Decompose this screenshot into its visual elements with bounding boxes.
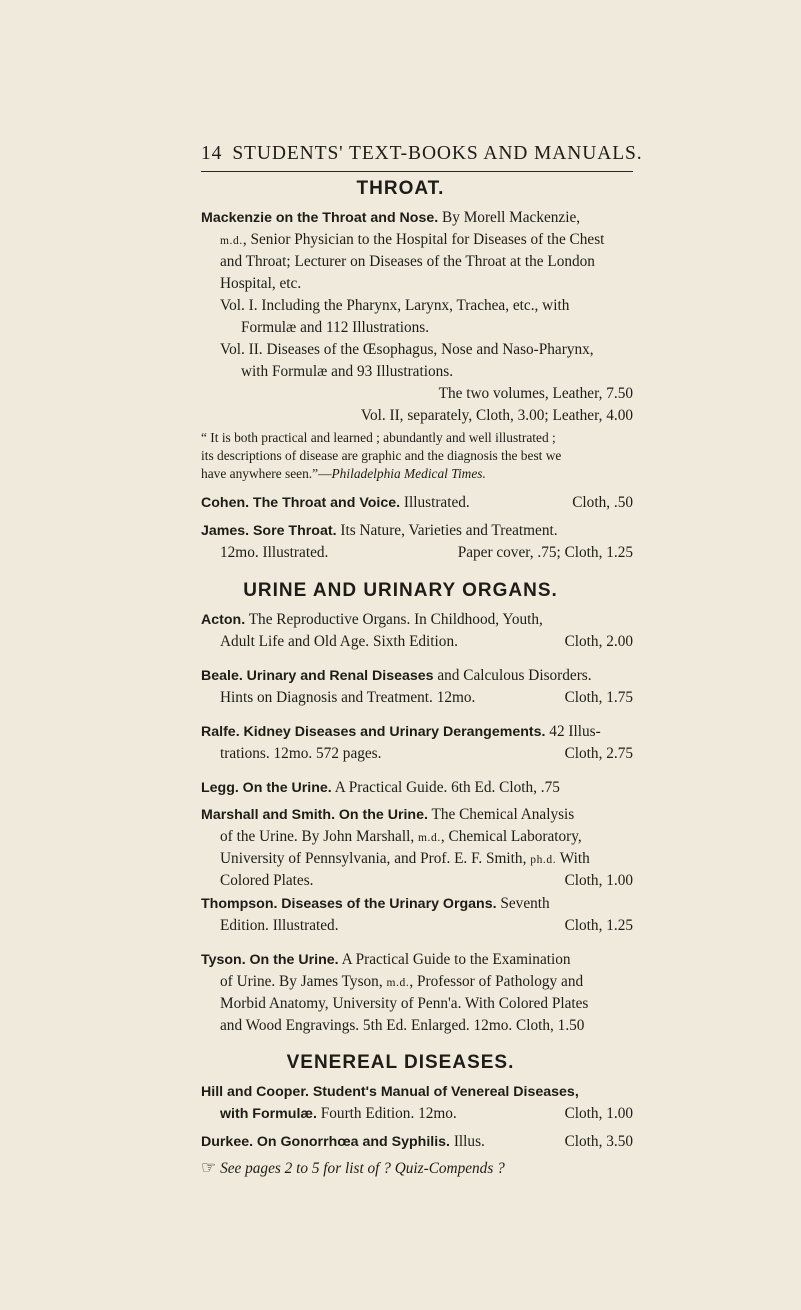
price-line: Cloth, 1.00: [564, 1105, 633, 1122]
entry-line: Marshall and Smith. On the Urine. The Chemical Analysis: [201, 806, 575, 823]
price-line: Cloth, 3.50: [564, 1133, 633, 1150]
degree-abbrev: ph.d.: [530, 854, 557, 866]
degree-abbrev: m.d.: [386, 977, 410, 989]
entry-line: Acton. The Reproductive Organs. In Childhood, Youth,: [201, 611, 543, 628]
author-name: Mackenzie: [201, 210, 272, 226]
price-line: Cloth, 1.00: [564, 872, 633, 889]
page-header-title: STUDENTS' TEXT-BOOKS AND MANUALS.: [232, 143, 643, 164]
book-title: On Gonorrhœa and Syphilis.: [256, 1134, 450, 1150]
price-line: Cloth, .50: [572, 494, 633, 511]
book-title: On the Urine.: [242, 780, 332, 796]
entry-line: Vol. II. Diseases of the Œsophagus, Nose and Naso-Pharynx,: [220, 341, 594, 358]
entry-line: Hints on Diagnosis and Treatment. 12mo.: [220, 689, 476, 706]
author-name: James.: [201, 523, 250, 539]
book-title: The Throat and Voice.: [252, 495, 401, 511]
entry-line: m.d., Senior Physician to the Hospital for Diseases of the Chest: [220, 231, 605, 248]
author-name: Tyson.: [201, 952, 246, 968]
entry-line: 12mo. Illustrated.: [220, 544, 329, 561]
entry-line: with Formulæ. Fourth Edition. 12mo.: [220, 1105, 457, 1122]
book-title: On the Urine.: [338, 807, 428, 823]
quote-line: its descriptions of disease are graphic and the diagnosis the best we: [201, 448, 562, 463]
quote-line: have anywhere seen.”—Philadelphia Medical Times.: [201, 466, 486, 481]
price-line: Vol. II, separately, Cloth, 3.00; Leather, 4.00: [360, 407, 633, 424]
price-line: Cloth, 2.75: [564, 745, 633, 762]
entry-line: Tyson. On the Urine. A Practical Guide to the Examination: [201, 951, 571, 968]
entry-line: with Formulæ and 93 Illustrations.: [241, 363, 454, 380]
book-title: Sore Throat.: [252, 523, 337, 539]
entry-line: Cohen. The Throat and Voice. Illustrated.: [201, 494, 470, 511]
entry-line: Ralfe. Kidney Diseases and Urinary Derangements. 42 Illus-: [201, 723, 601, 740]
section-heading-venereal: VENEREAL DISEASES.: [286, 1052, 515, 1073]
entry-line: of Urine. By James Tyson, m.d., Professor of Pathology and: [220, 973, 584, 990]
book-title: Diseases of the Urinary Organs.: [281, 896, 497, 912]
price-line: Cloth, 1.25: [564, 917, 633, 934]
author-name: Thompson.: [201, 896, 278, 912]
author-name: Beale.: [201, 668, 243, 684]
quote-line: “ It is both practical and learned ; abundantly and well illustrated ;: [201, 430, 556, 445]
page-number: 14: [201, 143, 223, 164]
entry-line: [201, 1083, 579, 1101]
entry-line: University of Pennsylvania, and Prof. E. F. Smith, ph.d. With: [220, 850, 590, 867]
entry-line: Morbid Anatomy, University of Penn'a. With Colored Plates: [220, 995, 589, 1012]
book-title: Urinary and Renal Diseases: [246, 668, 434, 684]
author-name: Durkee.: [201, 1134, 254, 1150]
degree-abbrev: m.d.: [417, 832, 441, 844]
price-line: Cloth, 2.00: [564, 633, 633, 650]
author-name: Acton.: [201, 612, 246, 628]
author-name: Legg.: [201, 780, 239, 796]
author-name: Hill and Cooper.: [201, 1084, 309, 1100]
entry-line: Colored Plates.: [220, 872, 314, 889]
book-title: Student's Manual of Venereal Diseases,: [312, 1084, 579, 1100]
price-line: The two volumes, Leather, 7.50: [438, 385, 633, 402]
degree-abbrev: m.d.: [220, 235, 243, 247]
book-title: Kidney Diseases and Urinary Derangements.: [243, 724, 546, 740]
author-name: Cohen.: [201, 495, 250, 511]
entry-line: and Throat; Lecturer on Diseases of the Throat at the London: [220, 253, 595, 270]
entry-line: Formulæ and 112 Illustrations.: [241, 319, 430, 336]
entry-line: of the Urine. By John Marshall, m.d., Chemical Laboratory,: [220, 828, 582, 845]
section-heading-throat: THROAT.: [356, 178, 445, 199]
entry-line: Durkee. On Gonorrhœa and Syphilis. Illus.: [201, 1133, 485, 1150]
entry-line: Legg. On the Urine. A Practical Guide. 6th Ed. Cloth, .75: [201, 779, 560, 796]
author-name: Ralfe.: [201, 724, 240, 740]
entry-line: Thompson. Diseases of the Urinary Organs. Seventh: [201, 895, 550, 912]
entry-line: Edition. Illustrated.: [220, 917, 339, 934]
entry-line: Beale. Urinary and Renal Diseases and Calculous Disorders.: [201, 667, 592, 684]
entry-line: James. Sore Throat. Its Nature, Varieties and Treatment.: [201, 522, 558, 539]
author-name: Marshall and Smith.: [201, 807, 336, 823]
entry-line: Adult Life and Old Age. Sixth Edition.: [220, 633, 458, 650]
entry-line: Mackenzie on the Throat and Nose. By Morell Mackenzie,: [201, 209, 581, 226]
running-head: [201, 143, 643, 165]
book-title: on the Throat and Nose.: [275, 210, 439, 226]
cross-reference-note: See pages 2 to 5 for list of ? Quiz-Compends ?: [220, 1160, 505, 1177]
entry-line: Hospital, etc.: [220, 275, 302, 292]
book-title: On the Urine.: [249, 952, 339, 968]
pointing-hand-icon: ☞: [201, 1158, 217, 1177]
quote-source: Philadelphia Medical Times.: [331, 466, 486, 481]
section-heading-urine: URINE AND URINARY ORGANS.: [243, 580, 558, 601]
header-rule: [201, 171, 633, 172]
entry-line: and Wood Engravings. 5th Ed. Enlarged. 12mo. Cloth, 1.50: [220, 1017, 585, 1034]
price-line: Paper cover, .75; Cloth, 1.25: [457, 544, 633, 561]
entry-line: trations. 12mo. 572 pages.: [220, 745, 382, 762]
book-title: with Formulæ.: [220, 1106, 317, 1122]
price-line: Cloth, 1.75: [564, 689, 633, 706]
entry-line: Vol. I. Including the Pharynx, Larynx, Trachea, etc., with: [220, 297, 570, 314]
entry-line: [201, 1158, 505, 1178]
